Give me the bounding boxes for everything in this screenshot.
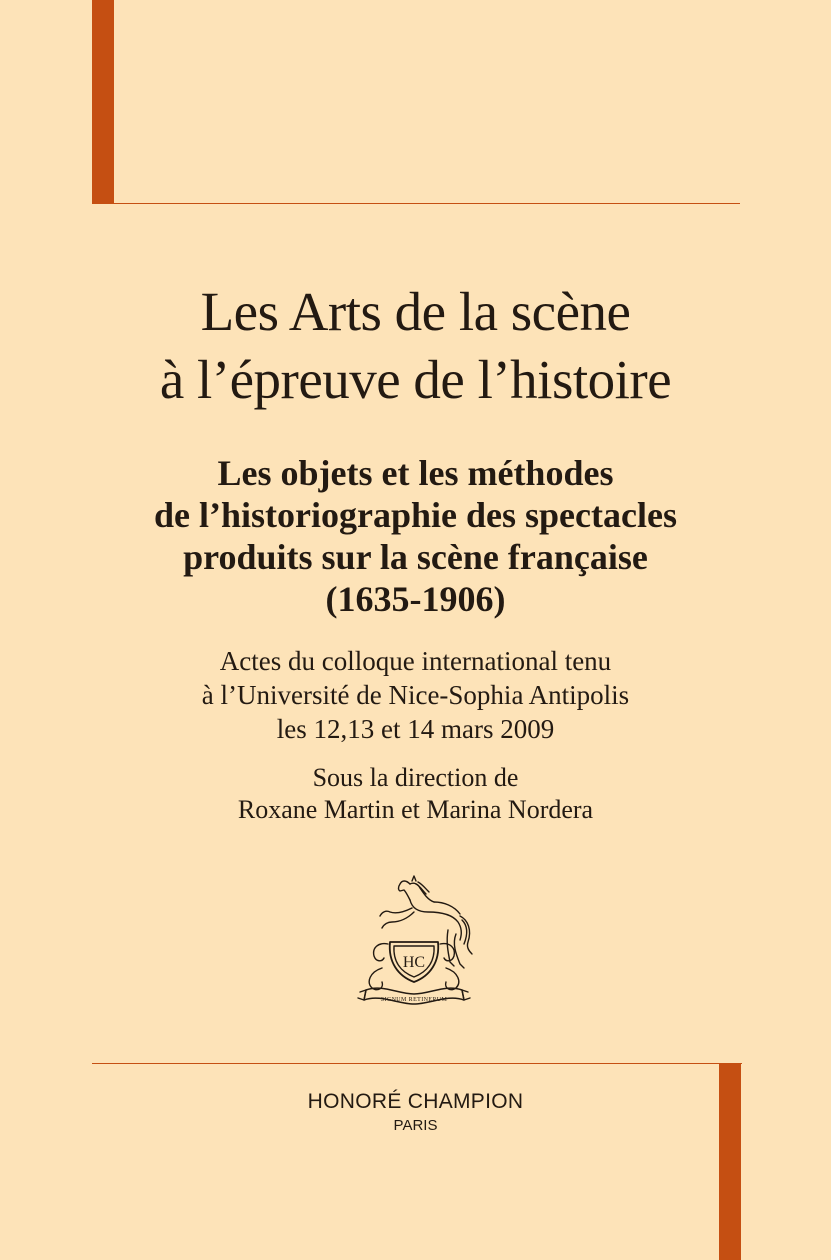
rule-bottom (92, 1063, 742, 1064)
editors-line: Roxane Martin et Marina Nordera (237, 795, 594, 824)
title-line: à l’épreuve de l’histoire (159, 349, 672, 410)
rearing-horse-crest-icon (352, 872, 480, 1012)
proceedings-line: Actes du colloque international tenu (219, 646, 612, 676)
proceedings-line: à l’Université de Nice-Sophia Antipolis (201, 680, 630, 710)
motto: SIGNUM RETINERUM (380, 997, 448, 1003)
proceedings-info (0, 644, 831, 746)
rule-top (92, 203, 740, 204)
subtitle-line: produits sur la scène française (183, 537, 648, 577)
proceedings-line: les 12,13 et 14 mars 2009 (276, 714, 555, 744)
accent-bar-top-left (92, 0, 114, 204)
title-line: Les Arts de la scène (200, 281, 631, 342)
subtitle-line: Les objets et les méthodes (217, 453, 614, 493)
publisher-name: HONORÉ CHAMPION (307, 1090, 524, 1113)
monogram: HC (402, 954, 426, 971)
subtitle-line: de l’historiographie des spectacles (154, 495, 677, 535)
book-title (0, 278, 831, 414)
editors-info (0, 762, 831, 826)
editors-line: Sous la direction de (312, 763, 519, 792)
publisher-city: PARIS (393, 1117, 438, 1134)
book-subtitle (0, 452, 831, 620)
subtitle-line: (1635-1906) (325, 579, 506, 619)
